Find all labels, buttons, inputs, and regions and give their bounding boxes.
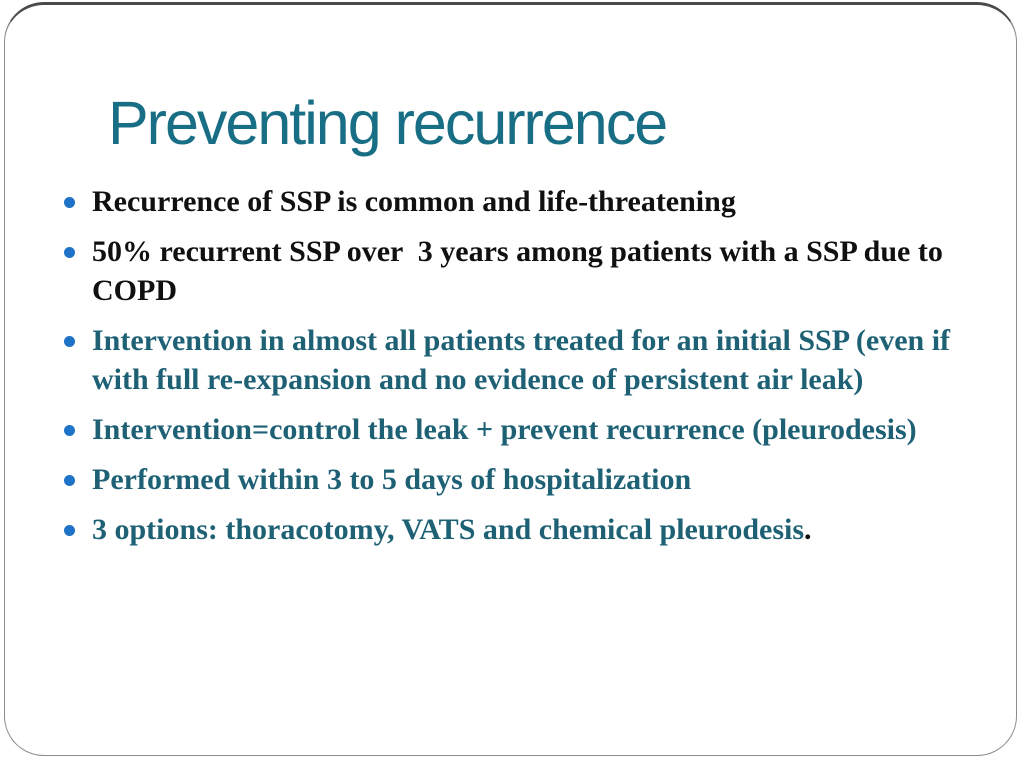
bullet-text: 50% recurrent SSP over 3 years among patients with a SSP due to COPD: [92, 235, 951, 307]
bullet-text: Performed within 3 to 5 days of hospitalization: [92, 463, 692, 496]
bullet-text: Intervention=control the leak + prevent recurrence (pleurodesis): [92, 413, 917, 446]
bullet-item-options: [61, 510, 987, 549]
bullet-item-intervention-all: [61, 321, 987, 399]
bullet-text-suffix: .: [804, 513, 812, 546]
bullet-item-performed: [61, 460, 987, 499]
bullet-text: Recurrence of SSP is common and life-threatening: [92, 185, 736, 218]
bullet-item-intervention-control: [61, 410, 987, 449]
slide-title: Preventing recurrence: [108, 89, 667, 157]
bullet-text: Intervention in almost all patients treated for an initial SSP (even if with full re-expansion and no evidence of persistent air leak): [92, 324, 958, 396]
bullet-list: [61, 182, 987, 560]
bullet-text: 3 options: thoracotomy, VATS and chemical pleurodesis: [92, 513, 805, 546]
bullet-item-50pct: [61, 232, 987, 310]
slide-frame: [4, 2, 1017, 756]
bullet-item-recurrence: [61, 182, 987, 221]
